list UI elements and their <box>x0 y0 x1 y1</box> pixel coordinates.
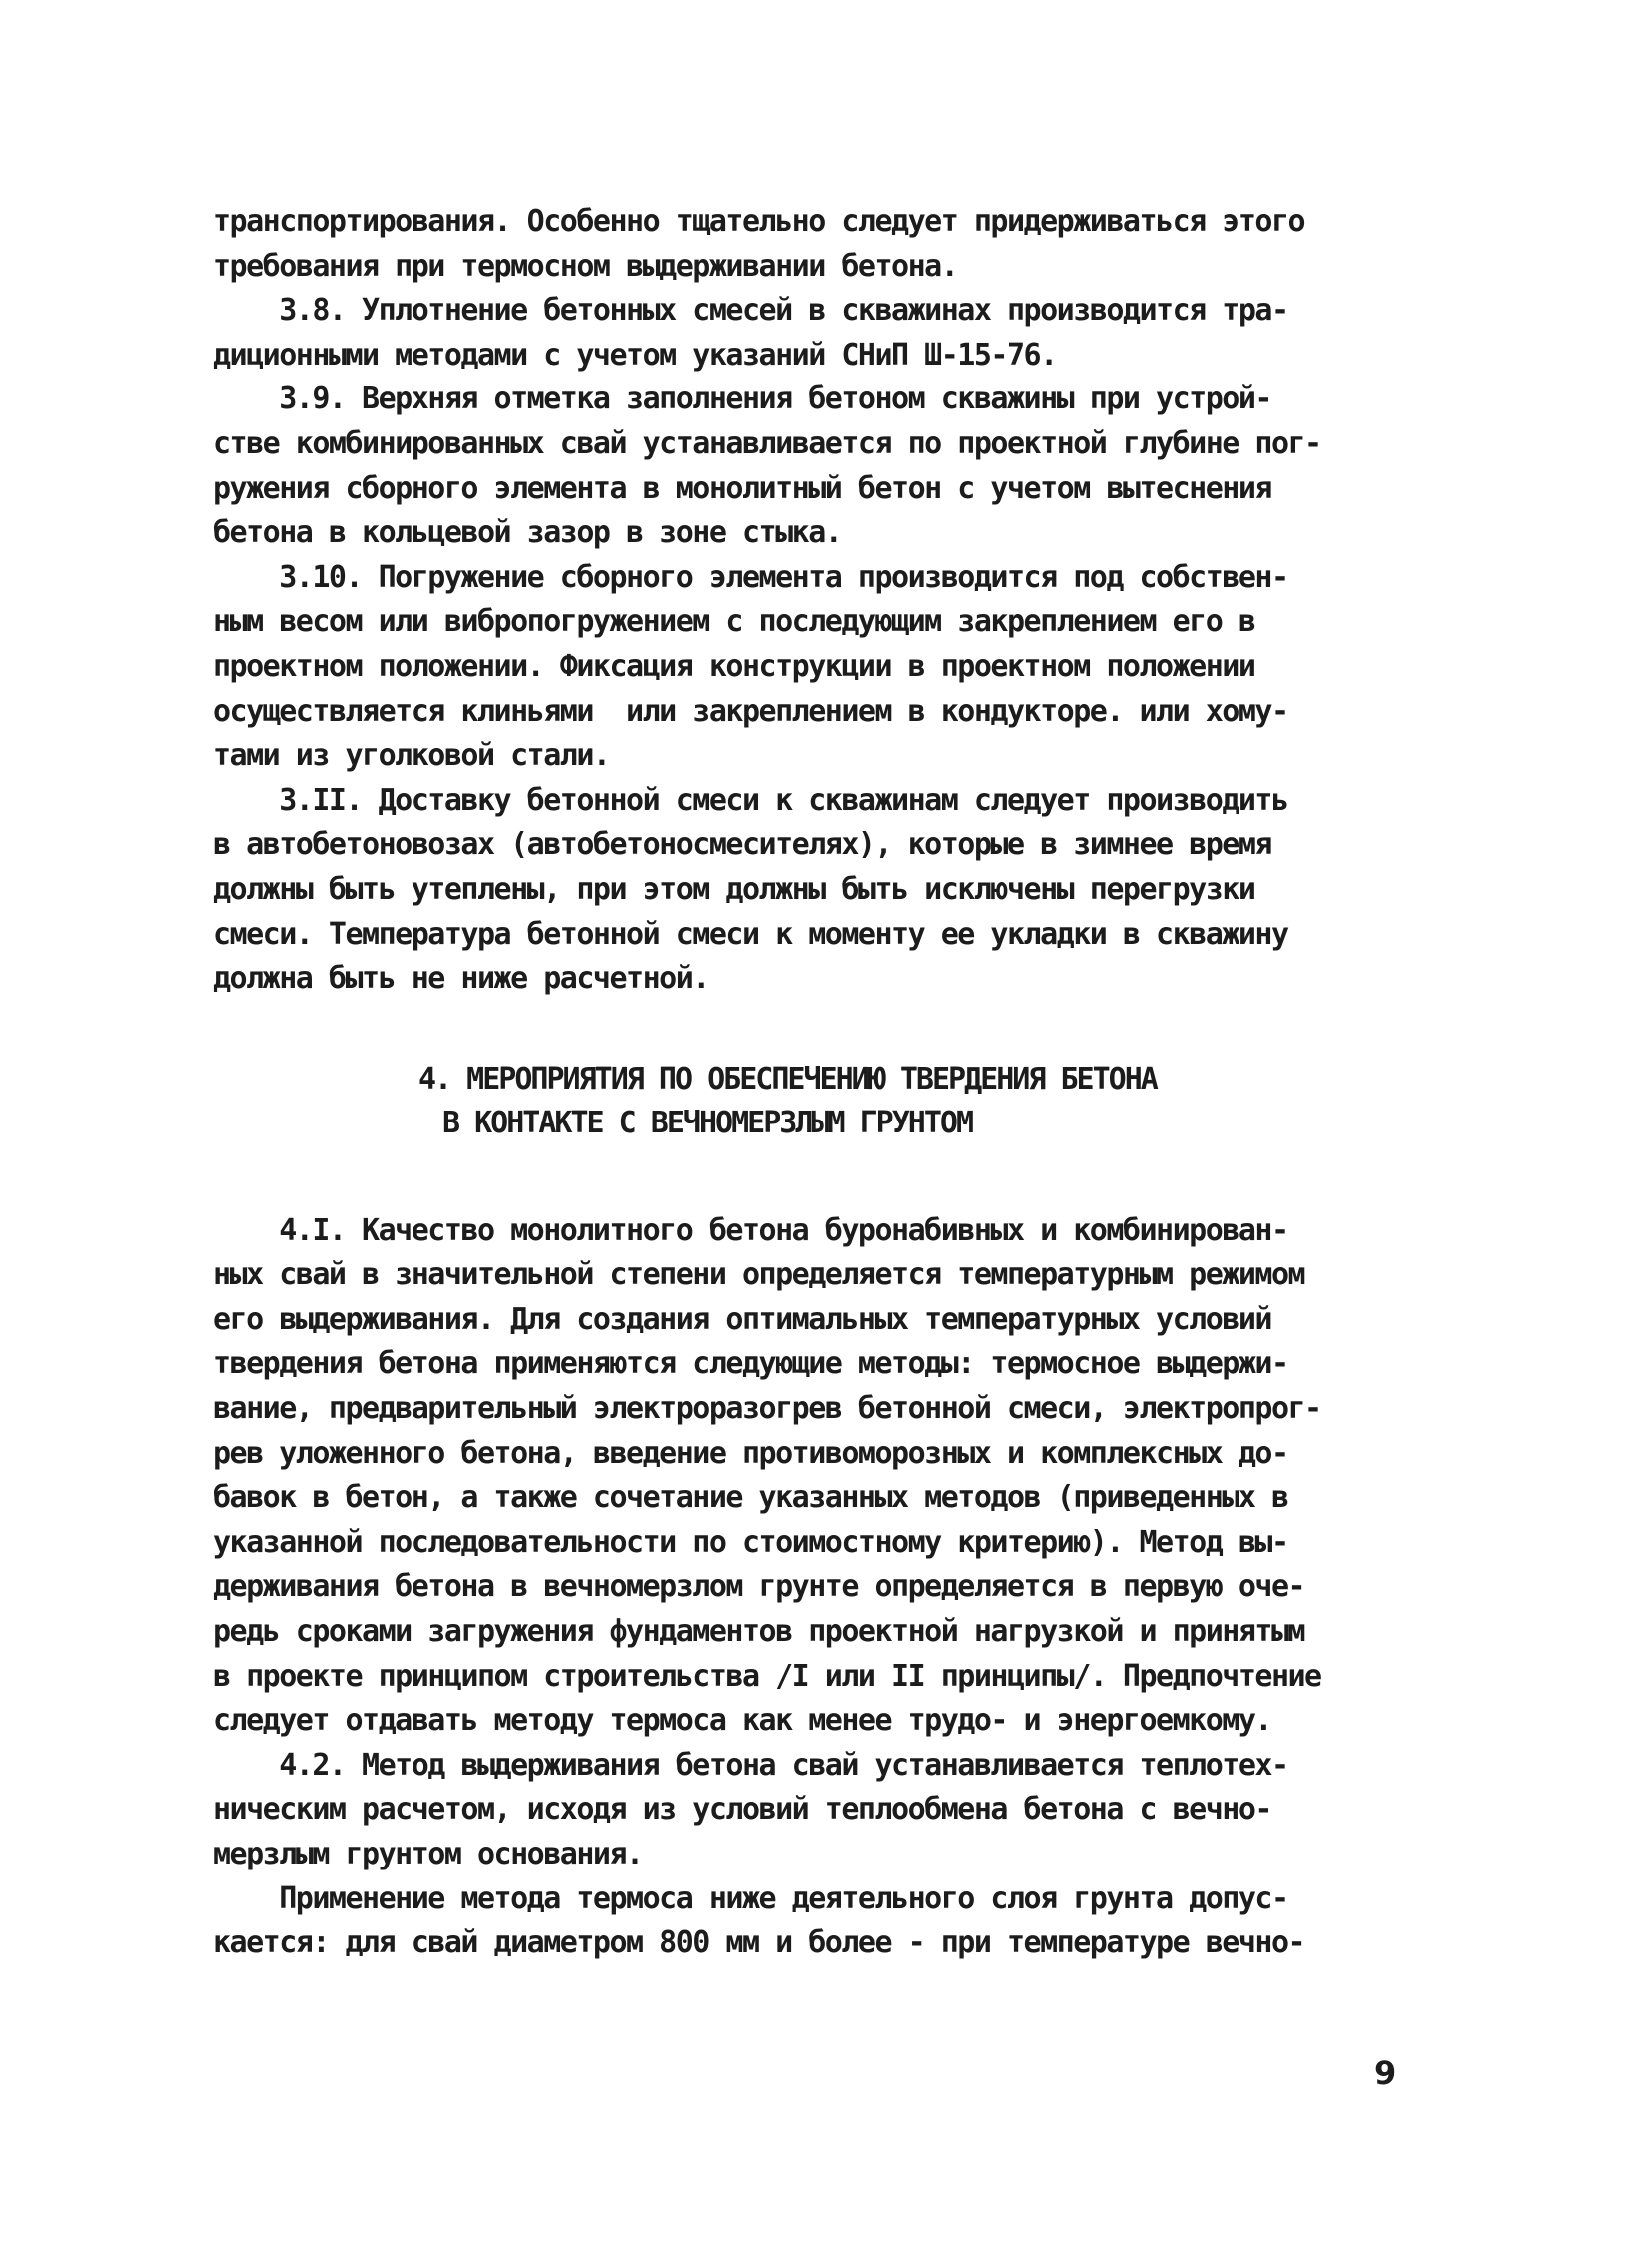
text-line: Применение метода термоса ниже деятельного слоя грунта допус- <box>213 1880 1288 1916</box>
text-line: 4.2. Метод выдерживания бетона свай устанавливается теплотех- <box>213 1747 1288 1783</box>
text-line: указанной последовательности по стоимостному критерию). Метод вы- <box>213 1524 1288 1560</box>
text-line: смеси. Температура бетонной смеси к моменту ее укладки в скважину <box>213 916 1288 952</box>
text-line: проектном положении. Фиксация конструкции в проектном положении <box>213 648 1255 684</box>
text-line: должны быть утеплены, при этом должны быть исключены перегрузки <box>213 871 1255 907</box>
text-line: в проекте принципом строительства /I или II принципы/. Предпочтение <box>213 1658 1321 1694</box>
text-line: мерзлым грунтом основания. <box>213 1837 643 1871</box>
spacer <box>213 1002 1451 1058</box>
spacer <box>213 1145 1451 1209</box>
text-line: редь сроками загружения фундаментов проектной нагрузкой и принятым <box>213 1614 1305 1650</box>
paragraph-block-section-4 <box>213 1209 1451 1966</box>
document-body <box>213 200 1451 1966</box>
text-line: вание, предварительный электроразогрев бетонной смеси, электропрог- <box>213 1391 1321 1427</box>
text-line: бетона в кольцевой зазор в зоне стыка. <box>213 515 842 551</box>
text-line: рев уложенного бетона, введение противоморозных и комплексных до- <box>213 1435 1288 1471</box>
paragraph-block-section-3 <box>213 200 1451 1002</box>
text-line: транспортирования. Особенно тщательно следует придерживаться этого <box>213 204 1305 239</box>
text-line: в автобетоновозах (автобетоносмесителях), которые в зимнее время <box>213 827 1271 863</box>
text-line: стве комбинированных свай устанавливается по проектной глубине пог- <box>213 425 1321 461</box>
text-line: твердения бетона применяются следующие методы: термосное выдержи- <box>213 1346 1288 1382</box>
text-line: 3.9. Верхняя отметка заполнения бетоном скважины при устрой- <box>213 381 1271 417</box>
text-line: 3.8. Уплотнение бетонных смесей в скважинах производится тра- <box>213 293 1288 329</box>
text-line: бавок в бетон, а также сочетание указанных методов (приведенных в <box>213 1480 1288 1516</box>
text-line: должна быть не ниже расчетной. <box>213 961 709 997</box>
text-line: диционными методами с учетом указаний СНиП Ш-15-76. <box>213 337 1057 373</box>
section-heading <box>213 1058 1451 1145</box>
section-heading-line-2: В КОНТАКТЕ С ВЕЧНОМЕРЗЛЫМ ГРУНТОМ <box>442 1105 973 1140</box>
text-line: осуществляется клиньями или закреплением в кондукторе. или хому- <box>213 693 1288 729</box>
text-line: кается: для свай диаметром 800 мм и более - при температуре вечно- <box>213 1925 1305 1961</box>
text-line: ническим расчетом, исходя из условий теплообмена бетона с вечно- <box>213 1792 1271 1828</box>
text-line: его выдерживания. Для создания оптимальных температурных условий <box>213 1301 1271 1337</box>
text-line: ружения сборного элемента в монолитный бетон с учетом вытеснения <box>213 470 1271 506</box>
text-line: ным весом или вибропогружением с последующим закреплением его в <box>213 604 1255 640</box>
text-line: держивания бетона в вечномерзлом грунте определяется в первую оче- <box>213 1569 1305 1605</box>
page-number: 9 <box>1374 2054 1397 2092</box>
section-heading-line-1: 4. МЕРОПРИЯТИЯ ПО ОБЕСПЕЧЕНИЮ ТВЕРДЕНИЯ БЕТОНА <box>418 1061 1157 1097</box>
text-line: 3.II. Доставку бетонной смеси к скважинам следует производить <box>213 782 1288 818</box>
text-line: требования при термосном выдерживании бетона. <box>213 248 958 284</box>
text-line: следует отдавать методу термоса как менее трудо- и энергоемкому. <box>213 1703 1271 1739</box>
text-line: ных свай в значительной степени определяется температурным режимом <box>213 1257 1305 1293</box>
text-line: тами из уголковой стали. <box>213 738 610 774</box>
text-line: 4.I. Качество монолитного бетона буронабивных и комбинирован- <box>213 1212 1288 1248</box>
text-line: 3.10. Погружение сборного элемента производится под собствен- <box>213 559 1288 595</box>
